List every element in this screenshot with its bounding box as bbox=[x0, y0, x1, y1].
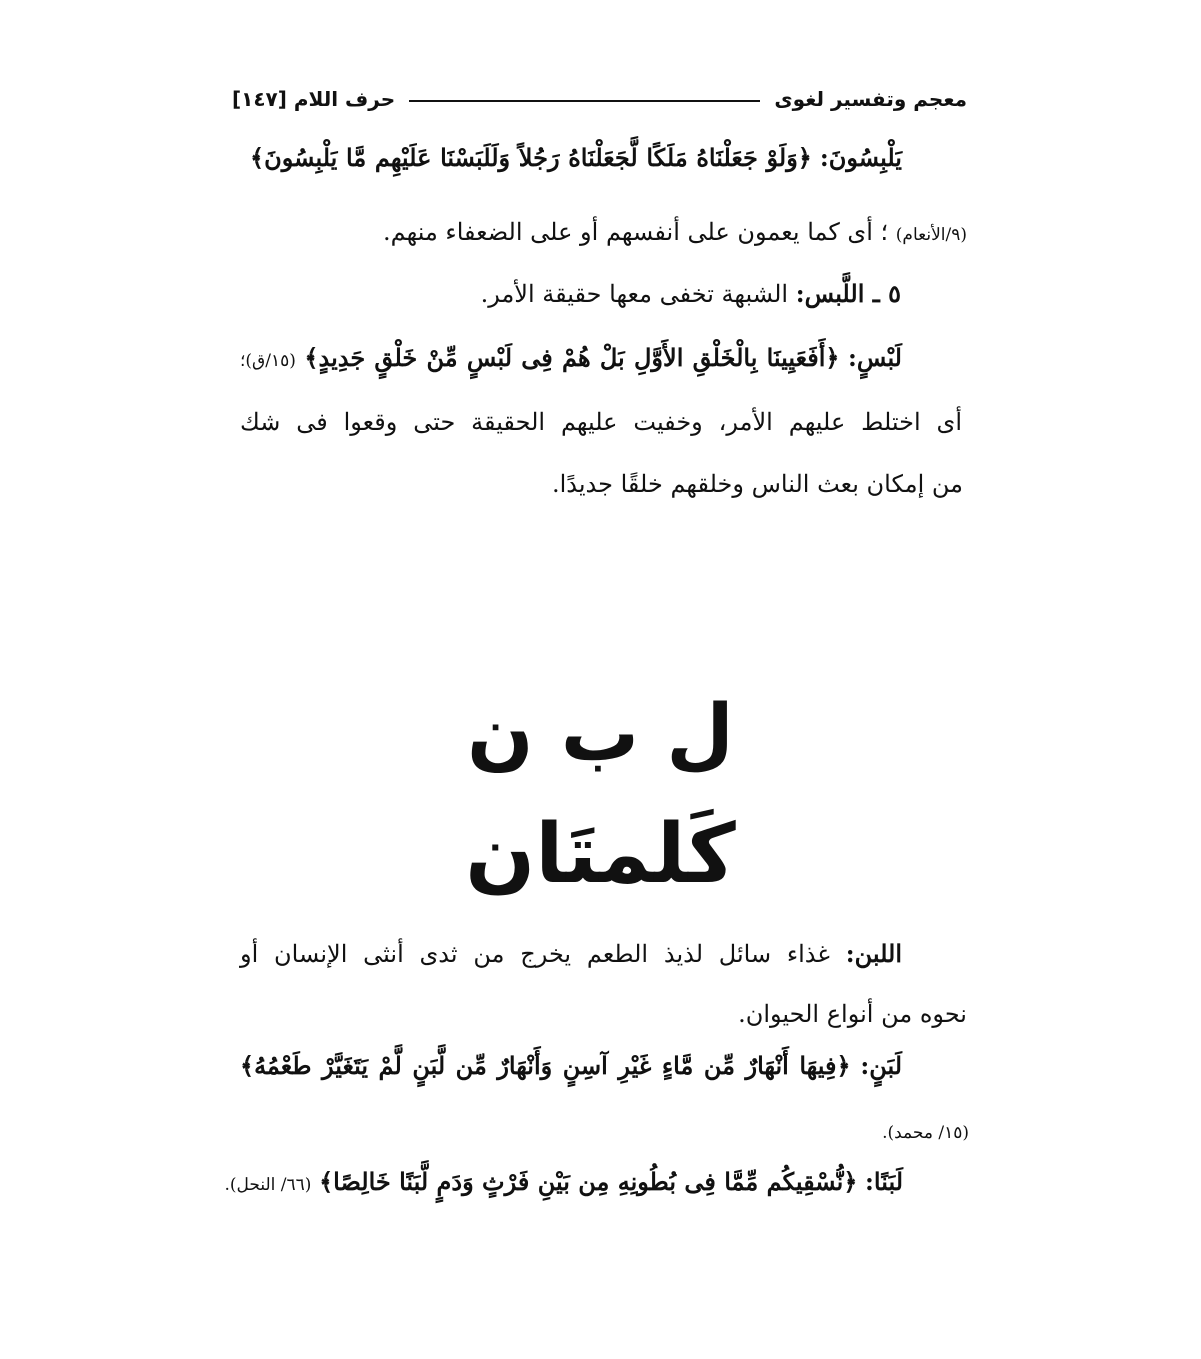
entry-term: لَبَنًا: bbox=[865, 1167, 903, 1196]
entry-line-1 bbox=[250, 138, 902, 178]
entry-line-2 bbox=[383, 212, 967, 255]
entry-line-7 bbox=[240, 934, 902, 974]
verse-reference: (٩/الأنعام) bbox=[895, 225, 967, 245]
entry-line-6 bbox=[552, 464, 963, 504]
book-title: معجم وتفسير لغوى bbox=[774, 87, 967, 111]
entry-term: اللبن: bbox=[845, 939, 902, 968]
running-header bbox=[232, 84, 967, 114]
word-count-heading: كَلمتَان bbox=[465, 807, 736, 902]
entry-line-4 bbox=[240, 338, 902, 381]
section-label: حرف اللام [١٤٧] bbox=[232, 87, 396, 111]
quran-verse: ﴿وَلَوْ جَعَلْنَاهُ مَلَكًا لَّجَعَلْنَاهُ رَجُلاً وَلَلَبَسْنَا عَلَيْهِم مَّا يَلْبِسُونَ﴾ bbox=[250, 143, 812, 172]
entry-line-5 bbox=[240, 402, 962, 442]
quran-verse: ﴿فِيهَا أَنْهَارٌ مِّن مَّاءٍ غَيْرِ آسِنٍ وَأَنْهَارٌ مِّن لَّبَنٍ لَّمْ يَتَغَيَّرْ طَعْمُهُ﴾ bbox=[240, 1051, 851, 1080]
quran-verse: ﴿نُّسْقِيكُم مِّمَّا فِى بُطُونِهِ مِن بَيْنِ فَرْثٍ وَدَمٍ لَّبَنًا خَالِصًا﴾ bbox=[319, 1167, 858, 1196]
entry-term: لَبَنٍ: bbox=[860, 1051, 903, 1080]
entry-text: الشبهة تخفى معها حقيقة الأمر. bbox=[480, 280, 789, 308]
header-rule bbox=[409, 100, 760, 102]
entry-text: ؛ أى كما يعمون على أنفسهم أو على الضعفاء منهم. bbox=[383, 218, 889, 246]
entry-line-3 bbox=[481, 274, 901, 314]
entry-term: يَلْبِسُونَ: bbox=[819, 143, 902, 172]
verse-reference: (١٥/ محمد). bbox=[882, 1123, 969, 1143]
entry-line-8 bbox=[738, 994, 967, 1034]
entry-line-11 bbox=[224, 1162, 903, 1205]
root-letters-heading: ل ب ن bbox=[467, 689, 734, 779]
quran-verse: ﴿أَفَعَيِينَا بِالْخَلْقِ الأَوَّلِ بَلْ هُمْ فِى لَبْسٍ مِّنْ خَلْقٍ جَدِيدٍ﴾ bbox=[304, 343, 840, 372]
verse-reference: (١٥/ق)؛ bbox=[240, 351, 296, 371]
entry-text: من إمكان بعث الناس وخلقهم خلقًا جديدًا. bbox=[551, 470, 963, 498]
entry-line-9 bbox=[240, 1046, 902, 1086]
entry-line-10 bbox=[882, 1110, 969, 1153]
entry-text: غذاء سائل لذيذ الطعم يخرج من ثدى أنثى الإنسان أو bbox=[240, 940, 830, 968]
entry-text: أى اختلط عليهم الأمر، وخفيت عليهم الحقيقة حتى وقعوا فى شك bbox=[240, 408, 962, 436]
verse-reference: (٦٦/ النحل). bbox=[224, 1175, 312, 1195]
entry-term: ٥ ـ اللَّبس: bbox=[795, 279, 901, 308]
entry-term: لَبْسٍ: bbox=[847, 343, 902, 372]
entry-text: نحوه من أنواع الحيوان. bbox=[738, 1000, 967, 1028]
